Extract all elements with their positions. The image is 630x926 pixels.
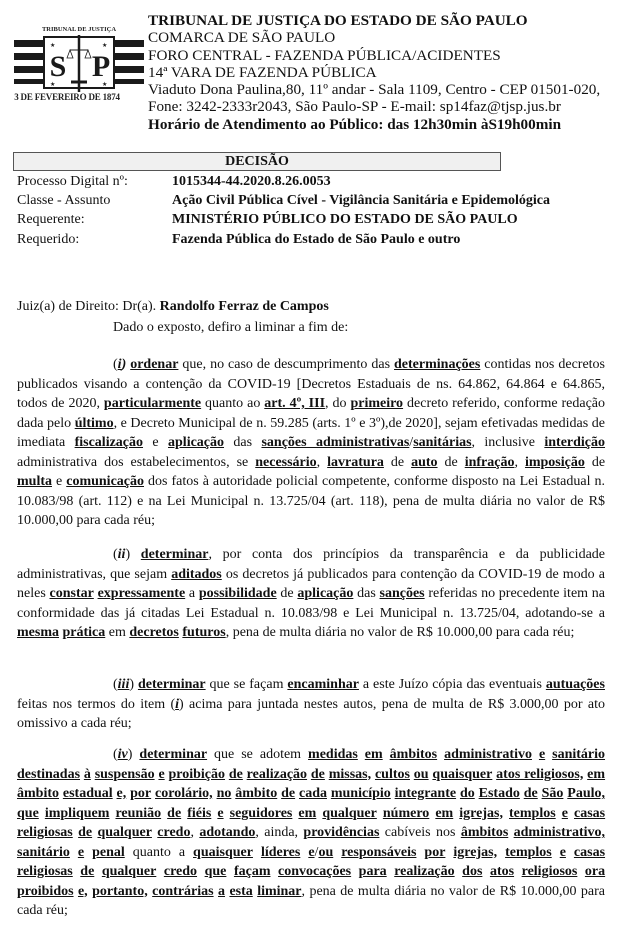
text-segment [358,747,365,762]
emphasized-term: prática [62,625,106,640]
emphasized-term: i [175,696,180,712]
text-segment [226,864,234,879]
emphasized-term: âmbito [235,786,278,801]
address: Viaduto Dona Paulina,80, 11º andar - Sala 1109, Centro - CEP 01501-020, [148,81,601,99]
text-segment: de [276,586,298,601]
emphasized-term: credo [163,864,198,879]
case-label: Classe - Assunto [17,193,111,209]
text-segment: , pena de multa diária no valor de R$ 10.000,00 para cada réu; [225,625,575,640]
emphasized-term: aditados [171,566,222,582]
emphasized-term: quaisquer [432,766,493,782]
text-segment: das [353,586,380,601]
emphasized-term: façam [233,864,271,879]
case-label: Requerente: [17,212,85,228]
text-segment [497,845,505,860]
emphasized-term: São [541,786,564,801]
emphasized-term: município [330,786,391,801]
text-segment [253,845,261,860]
emphasized-term: proibição [168,766,226,782]
text-segment: , do [325,396,351,411]
text-segment: e [143,435,169,450]
emphasized-term: realização [246,766,308,782]
emphasized-term: imposição [524,454,585,470]
emphasized-term: âmbito [17,786,59,801]
emphasized-term: sanções [379,586,425,601]
emphasized-term: e [308,844,315,860]
judge-prefix: Juiz(a) de Direito: Dr(a). [17,299,160,314]
emphasized-term: em [364,747,383,762]
emphasized-term: de [167,805,182,821]
text-segment [514,864,522,879]
emphasized-term: no [216,786,232,801]
emphasized-term: por [424,844,446,860]
emphasized-term: que [17,805,39,821]
emphasized-term: portanto, [92,883,148,899]
emphasized-term: qualquer [97,825,152,840]
emphasized-term: administrativo [444,747,532,762]
text-segment [94,864,102,879]
emphasized-term: de [228,766,243,782]
text-segment: , [514,454,525,470]
emphasized-term: ora [584,864,606,879]
text-segment: , inclusive [471,435,545,450]
judge-name: Randolfo Ferraz de Campos [159,299,329,314]
emphasized-term: suspensão [94,766,155,782]
emphasized-term: mesma [17,625,59,640]
emphasized-term: impliquem [44,805,110,821]
text-segment: que, no caso de descumprimento das [178,357,395,372]
emphasized-term: possibilidade [198,586,277,601]
emphasized-term: cultos [374,766,410,782]
emphasized-term: contrárias [152,883,214,899]
text-segment [566,845,574,860]
emphasized-term: último [74,415,114,431]
case-value: Ação Civil Pública Cível - Vigilância Sanitária e Epidemológica [172,193,550,209]
decision-item-ii [17,545,605,643]
text-segment [552,845,560,860]
emphasized-term: âmbitos [389,747,438,762]
emphasized-term: qualquer [322,805,377,821]
emphasized-term: e [538,747,546,762]
text-segment [270,864,278,879]
text-segment [84,845,92,860]
judge-line [17,299,329,315]
emphasized-term: sanitário [552,747,606,762]
text-segment [532,747,539,762]
svg-text:★: ★ [50,82,56,88]
text-segment: ( [113,677,118,692]
text-segment [351,864,359,879]
text-segment: ) acima para juntada nestes autos, pena de multa de R$ 3.000,00 por ato omissivo a cada réu; [17,696,605,731]
emphasized-term: particularmente [103,396,202,411]
emphasized-term: ou [413,766,429,782]
emphasized-term: autuações [545,677,605,692]
intro-sentence: Dado o exposto, defiro a liminar a fim de: [113,320,349,335]
emphasized-term: âmbitos [460,825,509,840]
emphasized-term: que [204,864,227,879]
emphasized-term: necessário [255,454,317,470]
emphasized-term: auto [411,454,438,470]
text-segment: a [185,586,199,601]
case-info [17,172,550,249]
case-value: Fazenda Pública do Estado de São Paulo e outro [172,231,461,247]
emphasized-term: casas [574,805,606,821]
emphasized-term: corolário, [155,786,213,801]
svg-text:★: ★ [102,82,108,88]
emphasized-term: determinações [394,357,481,372]
emphasized-term: expressamente [97,586,186,601]
emphasized-term: casas [573,844,606,860]
emphasized-term: penal [92,844,125,860]
emphasized-term: credo [157,825,191,840]
case-row [17,210,550,229]
case-value: MINISTÉRIO PÚBLICO DO ESTADO DE SÃO PAULO [172,212,518,228]
emphasized-term: por [130,786,152,801]
emphasized-term: encaminhar [287,677,359,692]
text-segment [197,864,205,879]
emphasized-term: e [559,844,566,860]
emphasized-term: estadual [62,786,113,801]
emphasized-term: atos [489,864,515,879]
text-segment: , por conta dos princípios da transparência e da publicidade administrativas, que sejam [17,547,605,582]
text-segment: ( [113,357,118,372]
emphasized-term: ou [318,844,334,860]
text-segment: a este Juízo cópia das eventuais [358,677,546,692]
emphasized-term: Paulo, [567,786,606,801]
emphasized-term: e [561,805,568,821]
emphasized-term: sanitárias [413,435,472,450]
court-name: TRIBUNAL DE JUSTIÇA DO ESTADO DE SÃO PAULO [148,12,528,29]
seal-top-text: TRIBUNAL DE JUSTIÇA [41,26,117,33]
emphasized-term: fiéis [187,805,212,821]
emphasized-term: número [382,805,430,821]
emphasized-term: infração [464,454,515,470]
case-label: Requerido: [17,231,80,247]
text-segment [577,864,585,879]
text-segment: de [437,454,465,470]
emphasized-term: de [78,825,93,840]
text-segment: ) [125,547,141,562]
emphasized-term: em [587,766,606,782]
emphasized-term: responsáveis [341,844,417,860]
emphasized-term: determinar [137,677,206,692]
text-segment: administrativa dos estabelecimentos, se [17,454,256,470]
emphasized-term: templos [505,844,552,860]
emphasized-term: e [77,844,85,860]
text-segment: , pena de multa diária no valor de R$ 10.000,00 para cada réu; [17,883,606,918]
emphasized-term: ) [121,357,131,372]
emphasized-term: art. 4º, III [264,396,326,411]
text-segment: em [105,625,130,640]
text-segment: decreto referido, conforme redação dada pelo [17,396,606,431]
emphasized-term: determinar [140,547,209,562]
text-segment: ) [129,677,138,692]
foro: FORO CENTRAL - FAZENDA PÚBLICA/ACIDENTES [148,46,501,64]
text-segment: de [383,454,412,470]
emphasized-term: missas, [328,766,372,782]
emphasized-term: futuros [182,625,226,640]
emphasized-term: interdição [544,435,606,450]
emphasized-term: comunicação [66,474,144,489]
emphasized-term: proibidos [17,883,74,899]
text-segment: , ainda, [255,825,304,840]
emphasized-term: iv [117,747,128,762]
text-segment: , e Decreto Municipal de n. 59.285 (arts. 1º e 3º),de 2020], sejam efetivadas medidas de imediata [17,415,606,450]
text-segment: feitas nos termos do item ( [17,696,176,712]
emphasized-term: adotando [199,825,256,840]
emphasized-term: i [117,357,122,372]
emphasized-term: do [459,786,475,801]
emphasized-term: multa [17,474,52,489]
text-segment: quanto ao [201,396,265,411]
vara: 14ª VARA DE FAZENDA PÚBLICA [148,63,377,81]
emphasized-term: fiscalização [74,435,144,450]
emphasized-term: templos [509,805,556,821]
text-segment: ) [127,747,140,762]
text-segment: contidas nos decretos publicados visando a contenção da COVID-19 [Decretos Estaduais de ns. 64.862, 64.864 e 64.865, todos de 2020, [17,357,605,411]
emphasized-term: constar [49,586,94,601]
text-segment: / [314,844,319,860]
emphasized-term: integrante [394,786,457,801]
emphasized-term: sanções administrativas [261,435,410,450]
text-segment [156,864,164,879]
text-segment [70,845,78,860]
case-row [17,230,550,249]
text-segment: referidas no precedente item na conformidade das já citadas Lei Estadual n. 10.083/98 e Lei Municipal n. 13.725/04, adotando-se a [17,586,605,621]
emphasized-term: administrativo, [513,825,606,840]
emphasized-term: de [281,786,296,801]
emphasized-term: de [310,766,325,782]
document-title: DECISÃO [13,152,501,171]
emphasized-term: primeiro [350,396,404,411]
emphasized-term: medidas [308,747,358,762]
emphasized-term: determinar [139,747,208,762]
emphasized-term: cada [298,786,327,801]
court-header [148,12,628,133]
emphasized-term: quaisquer [193,844,253,860]
svg-text:P: P [91,50,111,83]
office-hours: Horário de Atendimento ao Público: das 12h30min àS19h00min [148,115,562,133]
contact: Fone: 3242-2333r2043, São Paulo-SP - E-mail: sp14faz@tjsp.jus.br [148,98,561,116]
comarca: COMARCA DE SÃO PAULO [148,29,336,47]
seal-bottom-text: 3 DE FEVEREIRO DE 1874 [14,92,120,102]
emphasized-term: esta [229,883,253,899]
emphasized-term: iii [117,677,130,692]
emphasized-term: e [158,766,165,782]
emphasized-term: ii [117,547,126,562]
emphasized-term: seguidores [229,805,293,821]
emphasized-term: realização [394,864,455,879]
emphasized-term: convocações [278,864,352,879]
case-row [17,172,550,191]
emphasized-term: liminar [257,883,302,899]
emphasized-term: dos [462,864,483,879]
emphasized-term: igrejas, [459,805,503,821]
text-segment: de [584,454,606,470]
emphasized-term: sanitário [17,844,70,860]
emphasized-term: e, [77,883,88,899]
emphasized-term: líderes [260,844,301,860]
text-segment: que se façam [205,677,288,692]
text-segment: quanto a [124,844,194,860]
text-segment: ( [113,747,118,762]
text-segment [383,747,390,762]
emphasized-term: de [80,864,95,879]
emphasized-term: em [298,805,317,821]
text-segment: , [316,454,328,470]
text-segment: os decretos já publicados para contenção da COVID-19 de modo a neles [17,566,605,601]
text-segment: dos fatos à autoridade policial competente, conforme disposto na Lei Estadual n. 10.083/98 (art. 112) e na Lei Municipal n. 13.725/04 (art. 118), pena de multa diária no valor de R$ 10.000,00 para cada réu; [17,474,605,528]
emphasized-term: para [358,864,387,879]
emphasized-term: qualquer [101,864,157,879]
emphasized-term: providências [303,825,380,840]
emphasized-term: reunião [115,805,162,821]
emphasized-term: religiosas [17,825,73,840]
case-row [17,191,550,210]
emphasized-term: Estado [478,786,520,801]
emphasized-term: religiosas [17,864,73,879]
decision-item-iii [17,675,605,734]
text-segment: , [190,825,200,840]
emphasized-term: a [218,883,226,899]
decision-item-iv [17,745,605,921]
decision-item-i [17,355,605,531]
emphasized-term: à [83,766,91,782]
emphasized-term: aplicação [168,435,225,450]
text-segment: ( [113,547,118,562]
emphasized-term: lavratura [327,454,384,470]
emphasized-term: em [435,805,454,821]
emphasized-term: religiosos [521,864,578,879]
emphasized-term: e [217,805,224,821]
emphasized-term: e, [116,786,127,801]
svg-text:S: S [49,50,67,83]
svg-text:★: ★ [50,43,56,49]
text-segment [482,864,490,879]
text-segment: / [409,435,414,450]
text-segment: das [224,435,262,450]
text-segment: que se adotem [207,747,309,762]
court-seal-logo [14,20,144,100]
emphasized-term: decretos [129,625,179,640]
svg-text:★: ★ [102,43,108,49]
text-segment: cabíveis nos [379,825,461,840]
case-value: 1015344-44.2020.8.26.0053 [172,174,331,189]
emphasized-term: igrejas, [453,844,498,860]
text-segment: e [52,474,67,489]
emphasized-term: ordenar [130,357,179,372]
emphasized-term: atos religiosos, [496,766,584,782]
case-label: Processo Digital nº: [17,174,128,189]
emphasized-term: destinadas [17,766,81,782]
emphasized-term: aplicação [297,586,354,601]
emphasized-term: de [523,786,538,801]
